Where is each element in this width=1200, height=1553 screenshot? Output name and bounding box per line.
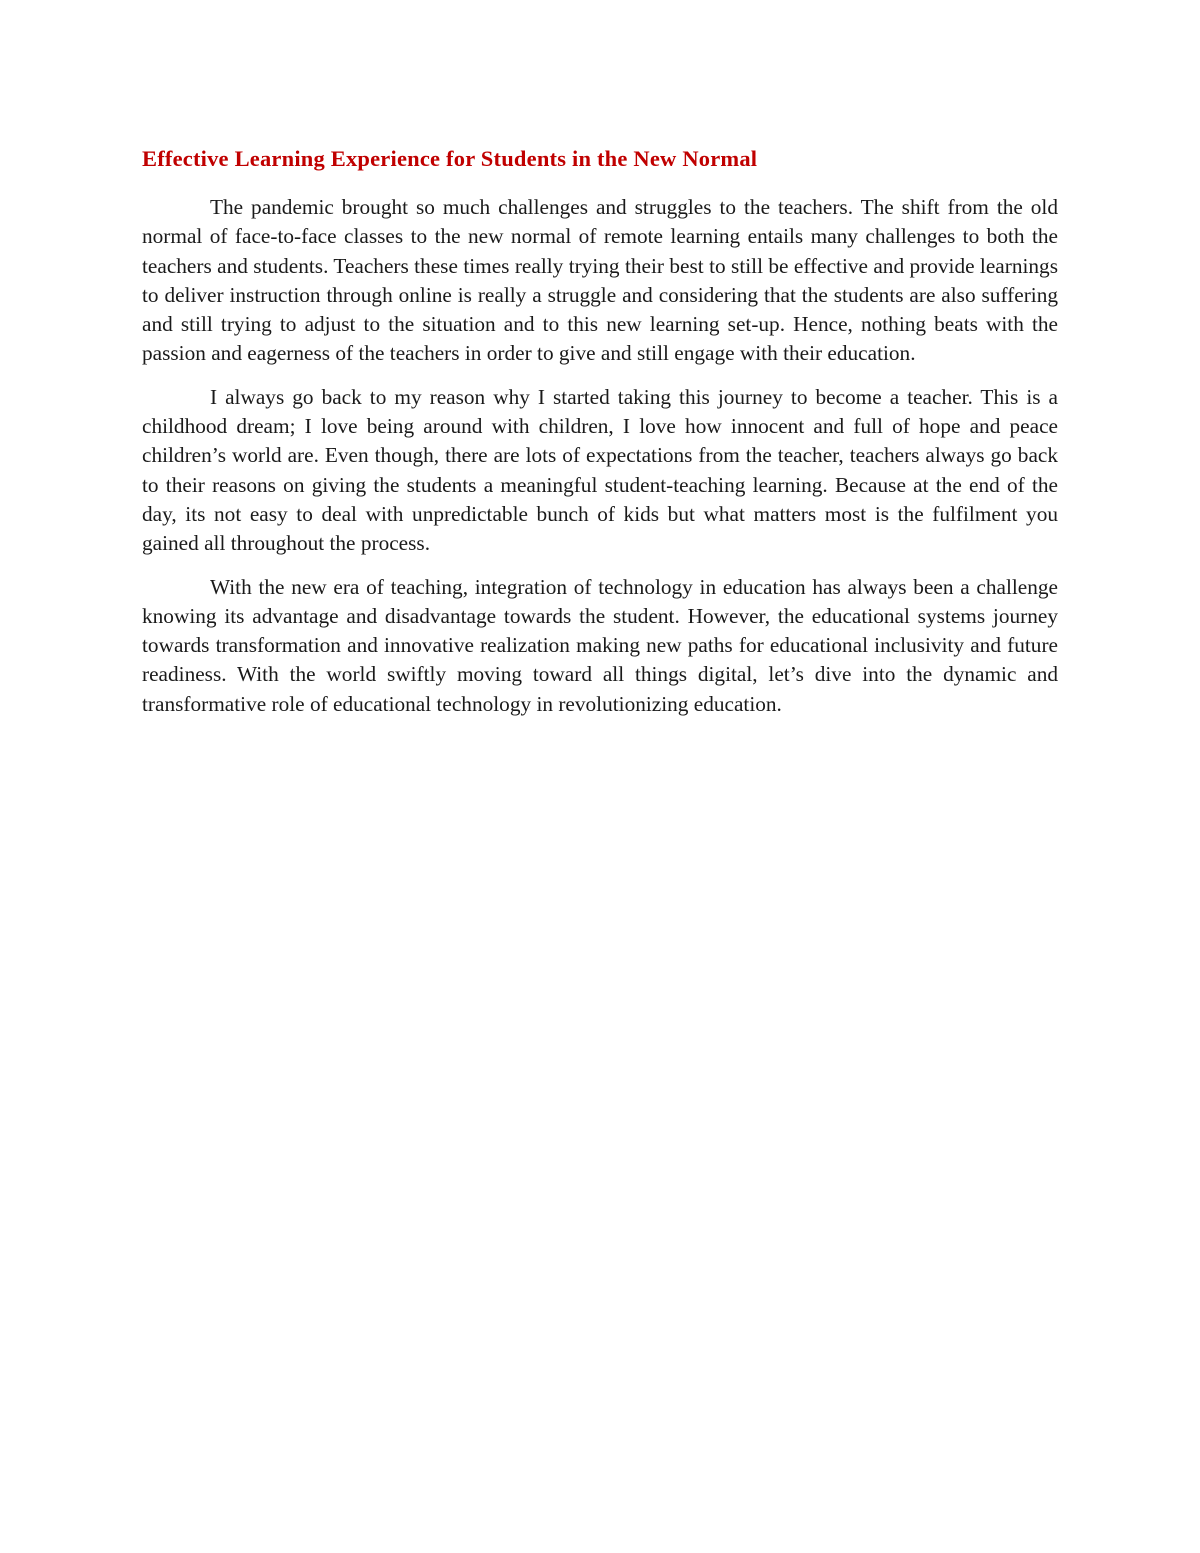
paragraph-1: The pandemic brought so much challenges and struggles to the teachers. The shift from the old normal of face-to-face classes to the new normal of remote learning entails many challenges to both the teachers and students. Teachers these times really trying their best to still be effective and provide learnings to deliver instruction through online is really a struggle and considering that the students are also suffering and still trying to adjust to the situation and to this new learning set-up. Hence, nothing beats with the passion and eagerness of the teachers in order to give and still engage with their education. <box>142 195 1058 366</box>
paragraph-2: I always go back to my reason why I started taking this journey to become a teacher. This is a childhood dream; I love being around with children, I love how innocent and full of hope and peace children’s world are. Even though, there are lots of expectations from the teacher, teachers always go back to their reasons on giving the students a meaningful student-teaching learning. Because at the end of the day, its not easy to deal with unpredictable bunch of kids but what matters most is the fulfilment you gained all throughout the process. <box>142 384 1058 556</box>
paragraph-3: With the new era of teaching, integration of technology in education has always been a challenge knowing its advantage and disadvantage towards the student. However, the educational systems journey towards transformation and innovative realization making new paths for educational inclusivity and future readiness. With the world swiftly moving toward all things digital, let’s dive into the dynamic and transformative role of educational technology in revolutionizing education. <box>142 574 1058 716</box>
document-title: Effective Learning Experience for Students in the New Normal <box>142 146 758 171</box>
document-body <box>142 143 1058 733</box>
